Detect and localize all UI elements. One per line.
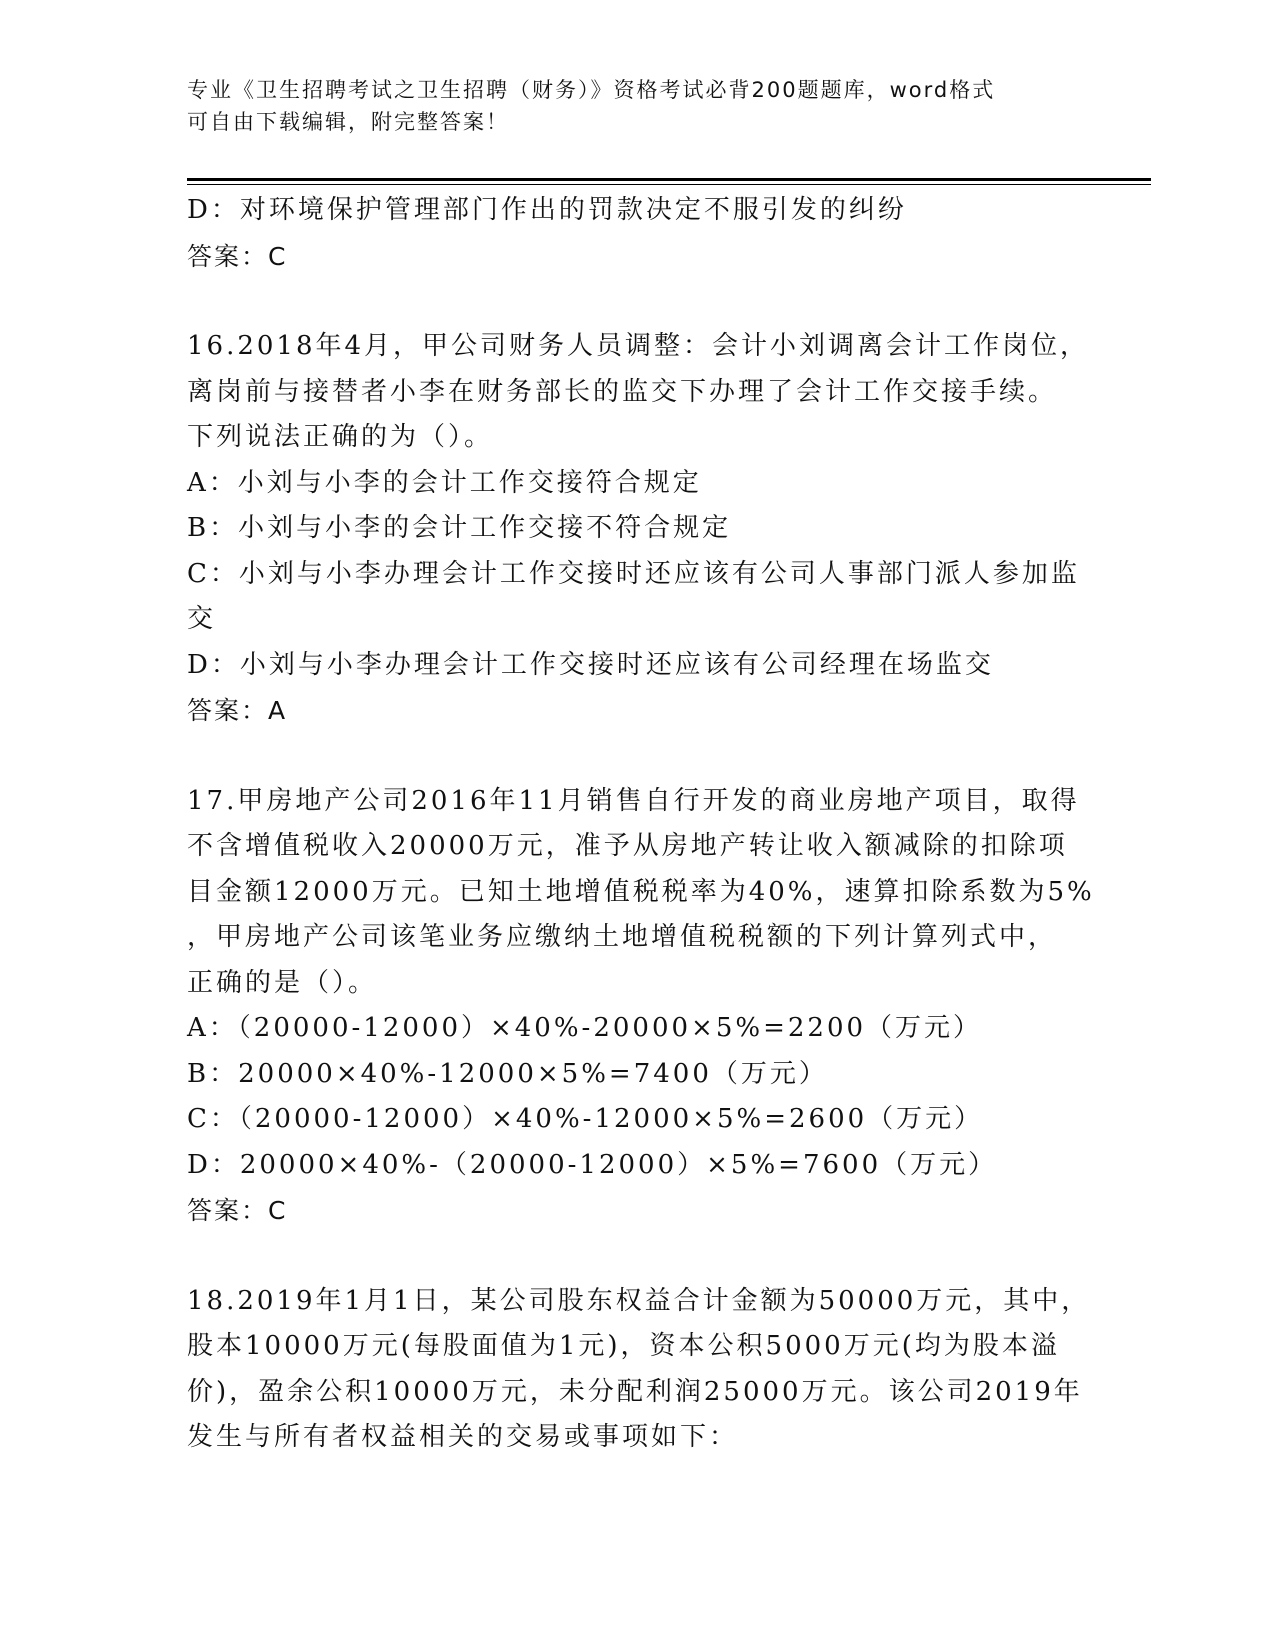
question-stem-line: 16.2018年4月，甲公司财务人员调整：会计小刘调离会计工作岗位， xyxy=(187,331,1090,361)
question-stem-line: 正确的是（）。 xyxy=(187,967,378,998)
question-stem-line: 18.2019年1月1日，某公司股东权益合计金额为50000万元，其中， xyxy=(187,1285,1091,1316)
answer-label: 答案：C xyxy=(187,241,288,271)
question-stem-line: 股本10000万元(每股面值为1元)，资本公积5000万元(均为股本溢 xyxy=(187,1331,1060,1361)
document-header xyxy=(187,74,1067,138)
question-stem-line: ，甲房地产公司该笔业务应缴纳土地增值税税额的下列计算列式中， xyxy=(187,922,1058,952)
option-d: D：小刘与小李办理会计工作交接时还应该有公司经理在场监交 xyxy=(187,649,994,680)
spacer xyxy=(187,279,1087,324)
question-stem-line: 不含增值税收入20000万元，准予从房地产转让收入额减除的扣除项 xyxy=(187,831,1068,861)
question-stem-line: 发生与所有者权益相关的交易或事项如下： xyxy=(187,1422,739,1452)
question-stem-line: 价)，盈余公积10000万元，未分配利润25000万元。该公司2019年 xyxy=(187,1376,1083,1407)
question-stem-line: 17.甲房地产公司2016年11月销售自行开发的商业房地产项目，取得 xyxy=(187,785,1080,816)
spacer xyxy=(187,1234,1087,1279)
option-d: D：对环境保护管理部门作出的罚款决定不服引发的纠纷 xyxy=(187,195,907,225)
option-a: A：小刘与小李的会计工作交接符合规定 xyxy=(187,467,702,498)
question-15-tail xyxy=(187,188,1087,279)
option-a: A：（20000-12000）×40%-20000×5%=2200（万元） xyxy=(187,1013,983,1043)
option-b: B：小刘与小李的会计工作交接不符合规定 xyxy=(187,513,732,543)
question-stem-line: 目金额12000万元。已知土地增值税税率为40%，速算扣除系数为5% xyxy=(187,876,1095,907)
option-d: D：20000×40%-（20000-12000）×5%=7600（万元） xyxy=(187,1149,998,1180)
option-c: C：小刘与小李办理会计工作交接时还应该有公司人事部门派人参加监 xyxy=(187,558,1080,589)
header-line-1: 专业《卫生招聘考试之卫生招聘（财务）》资格考试必背200题题库，word格式 xyxy=(187,78,996,102)
option-c: C：（20000-12000）×40%-12000×5%=2600（万元） xyxy=(187,1104,984,1134)
question-stem-line: 离岗前与接替者小李在财务部长的监交下办理了会计工作交接手续。 xyxy=(187,376,1058,407)
question-stem-line: 下列说法正确的为（）。 xyxy=(187,422,494,452)
answer-label: 答案：C xyxy=(187,1196,288,1225)
answer-label: 答案：A xyxy=(187,696,288,725)
question-16 xyxy=(187,324,1090,734)
option-b: B：20000×40%-12000×5%=7400（万元） xyxy=(187,1058,828,1089)
spacer xyxy=(187,734,1087,779)
question-18 xyxy=(187,1279,1091,1461)
option-c-continued: 交 xyxy=(187,604,217,634)
question-17 xyxy=(187,779,1095,1234)
header-divider-thin xyxy=(187,184,1151,185)
document-body xyxy=(187,188,1095,1461)
header-line-2: 可自由下载编辑，附完整答案！ xyxy=(187,110,509,134)
header-divider-thick xyxy=(187,178,1151,181)
